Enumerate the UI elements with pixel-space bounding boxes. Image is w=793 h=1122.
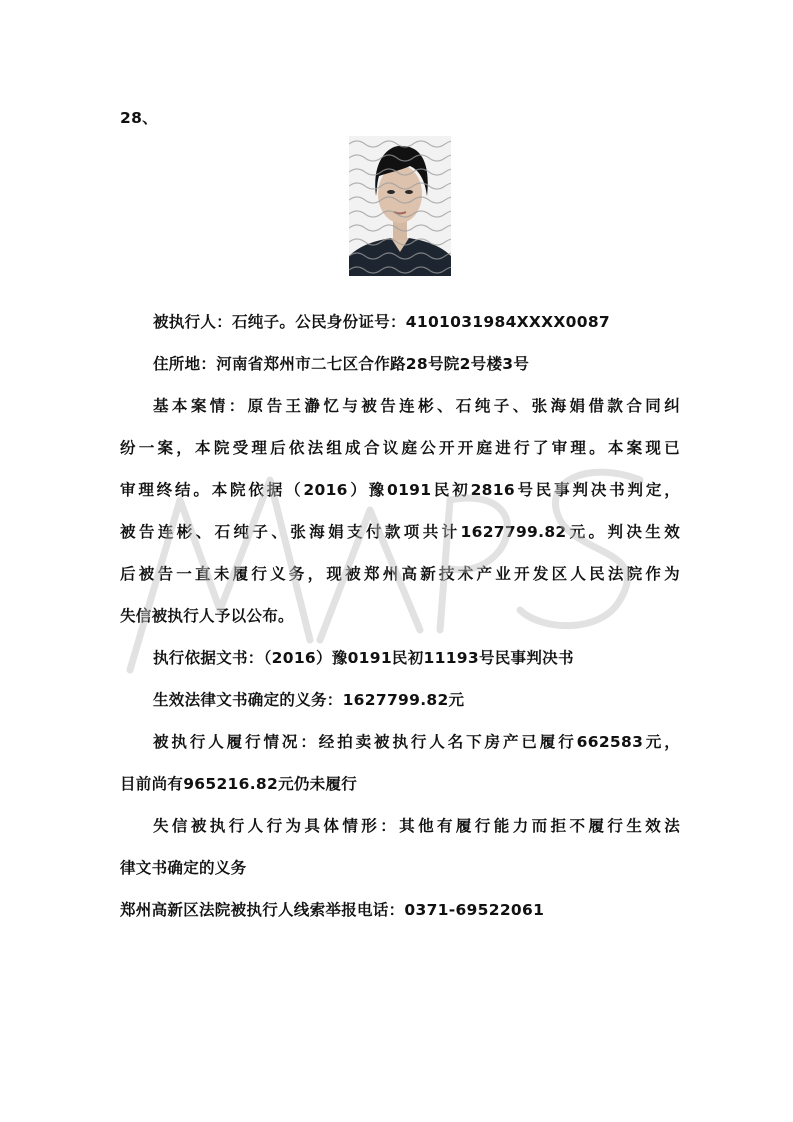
address-line: 住所地：河南省郑州市二七区合作路28号院2号楼3号 <box>153 355 530 373</box>
obligation-line: 生效法律文书确定的义务：1627799.82元 <box>153 691 465 709</box>
execution-basis-line: 执行依据文书：（2016）豫0191民初11193号民事判决书 <box>153 649 574 667</box>
performance-line: 目前尚有965216.82元仍未履行 <box>120 775 358 793</box>
item-number: 28、 <box>120 109 158 127</box>
case-summary-line: 基本案情：原告王瀞忆与被告连彬、石纯子、张海娟借款合同纠 <box>153 397 680 415</box>
performance-line: 被执行人履行情况：经拍卖被执行人名下房产已履行662583元， <box>153 733 680 751</box>
circumstance-line: 失信被执行人行为具体情形：其他有履行能力而拒不履行生效法 <box>153 817 680 835</box>
case-summary-line: 纷一案，本院受理后依法组成合议庭公开开庭进行了审理。本案现已 <box>120 439 680 457</box>
case-summary-line: 后被告一直未履行义务，现被郑州高新技术产业开发区人民法院作为 <box>120 565 680 583</box>
case-summary-line: 审理终结。本院依据（2016）豫0191民初2816号民事判决书判定， <box>120 481 680 499</box>
case-summary-line: 被告连彬、石纯子、张海娟支付款项共计1627799.82元。判决生效 <box>120 523 680 541</box>
person-photo <box>349 136 451 276</box>
portrait-image <box>349 136 451 276</box>
circumstance-line: 律文书确定的义务 <box>120 859 247 877</box>
hotline-line: 郑州高新区法院被执行人线索举报电话：0371-69522061 <box>120 901 545 919</box>
subject-line: 被执行人：石纯子。公民身份证号：4101031984XXXX0087 <box>153 313 610 331</box>
case-summary-line: 失信被执行人予以公布。 <box>120 607 294 625</box>
